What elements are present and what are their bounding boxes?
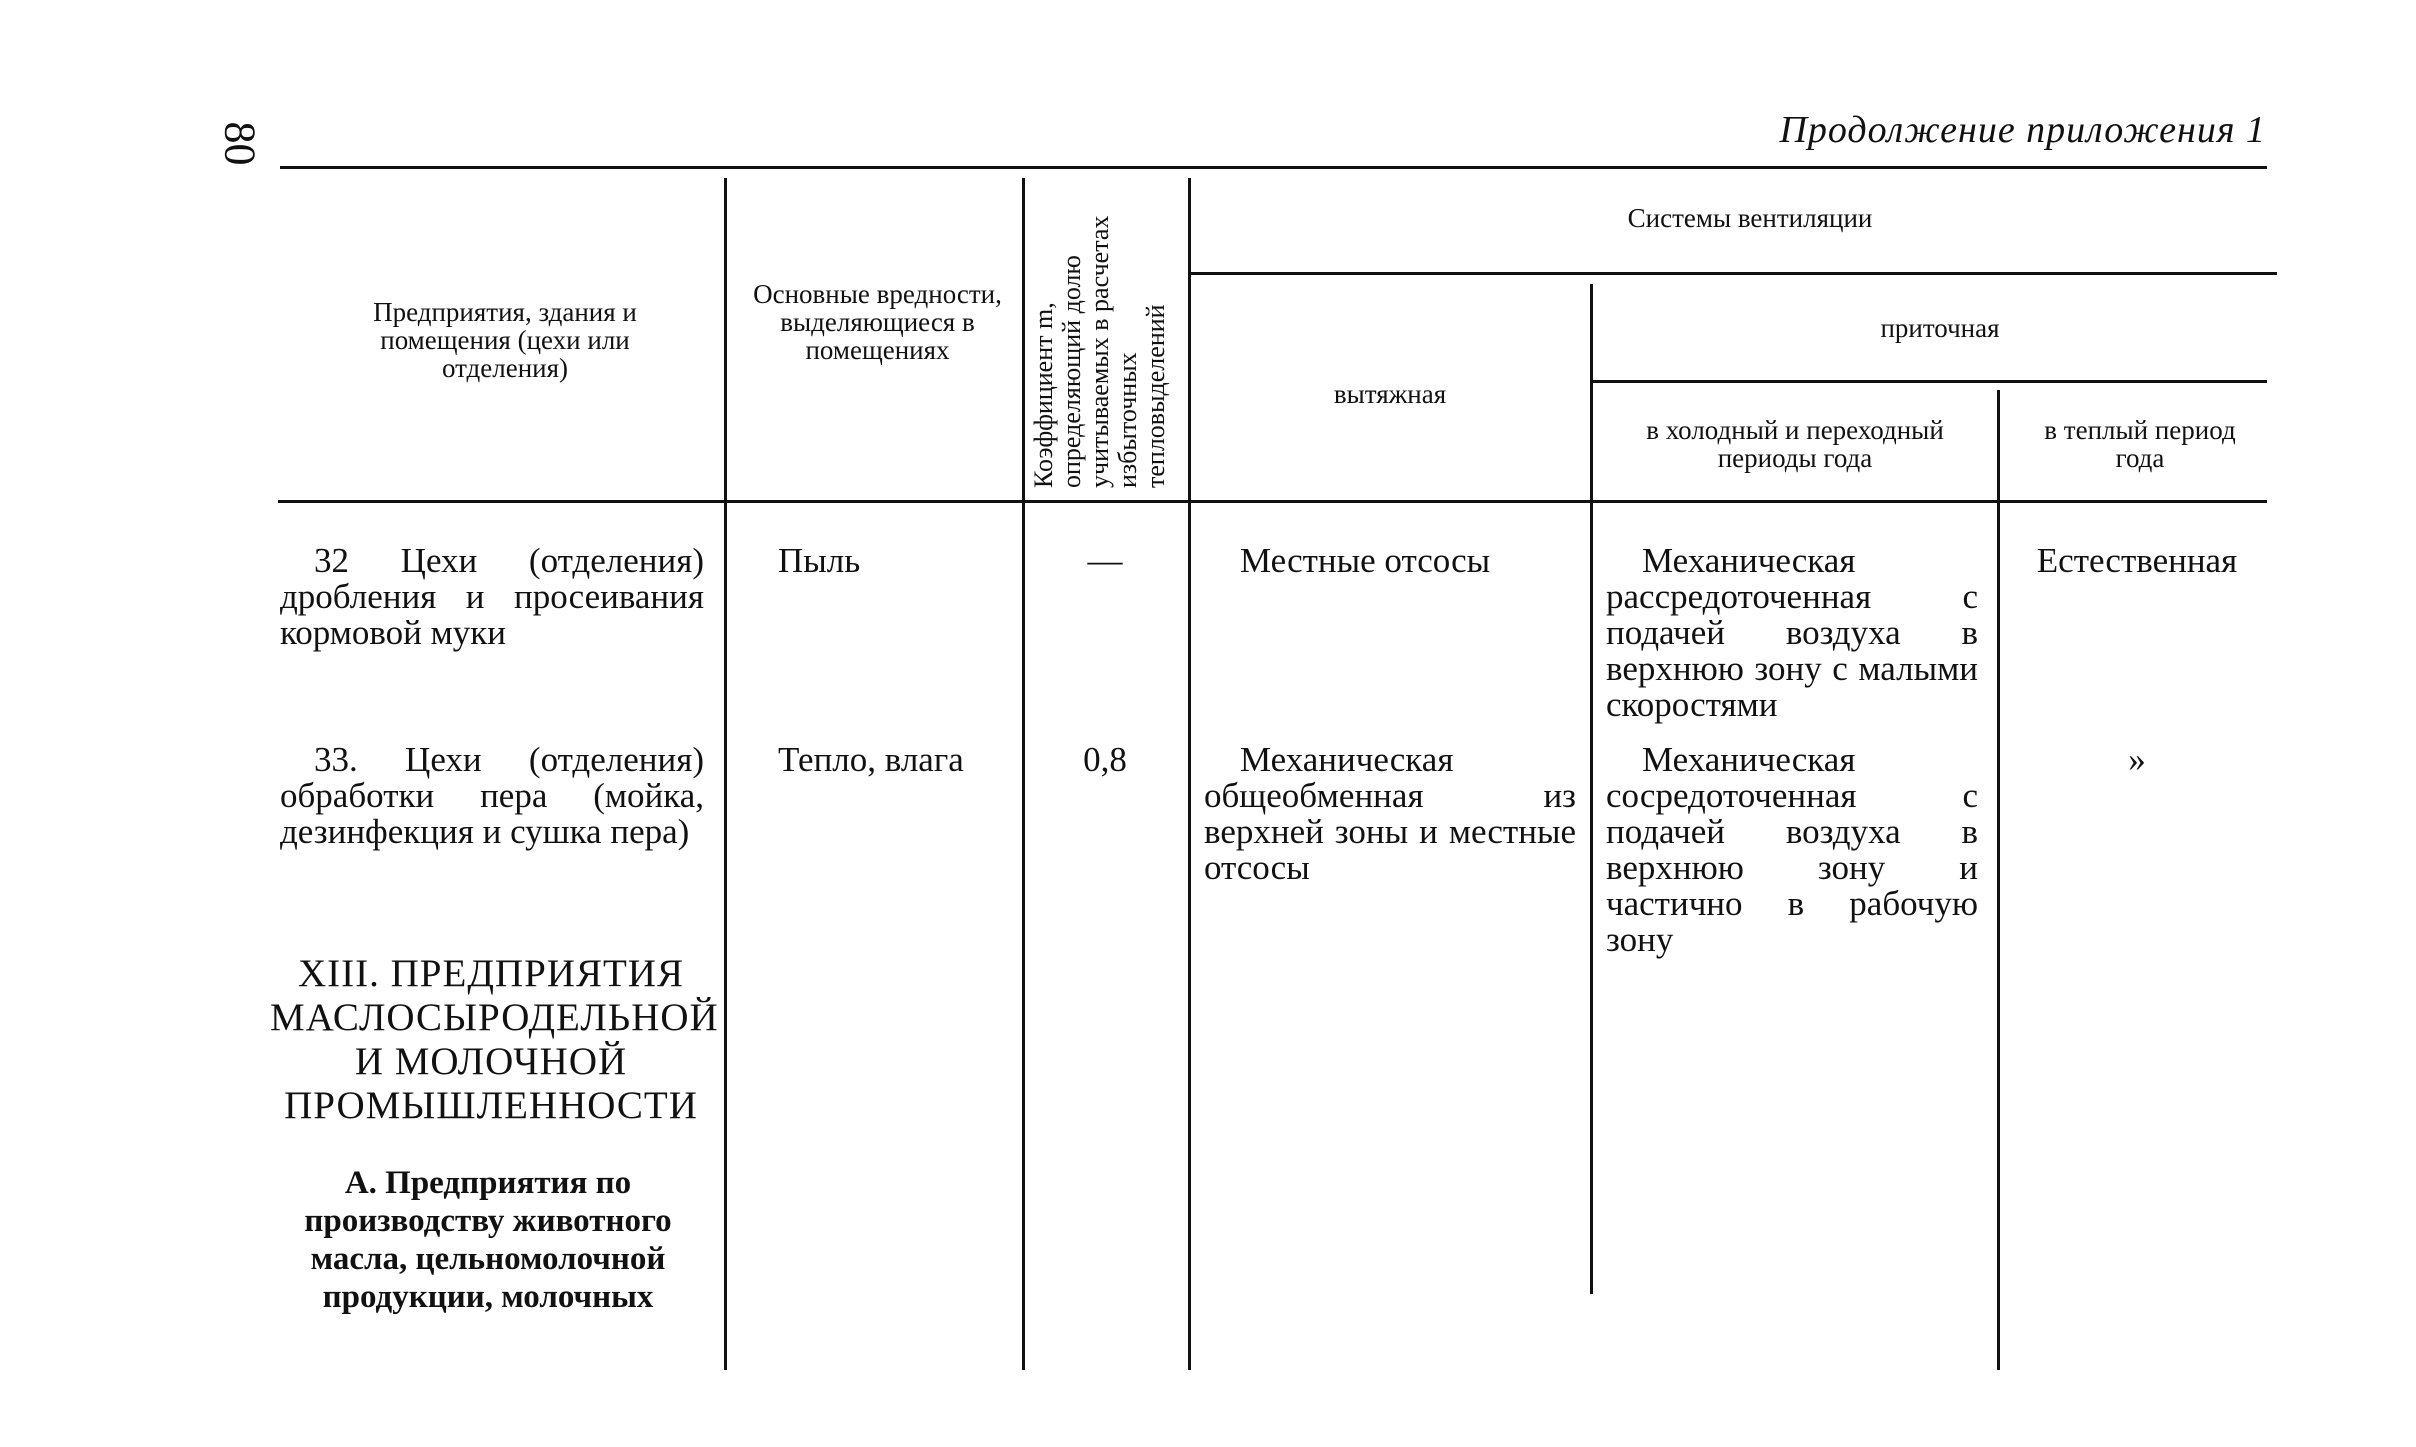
- col-divider-4: [1590, 284, 1593, 1294]
- section-title: XIII. ПРЕДПРИЯТИЯ МАСЛОСЫРОДЕЛЬНОЙ И МОЛОЧНОЙ ПРОМЫШЛЕННОСТИ: [270, 952, 719, 1127]
- row-33-supply-warm: »: [2128, 740, 2146, 779]
- supply-rule: [1592, 380, 2267, 383]
- row-33-coefficient: 0,8: [1083, 740, 1127, 779]
- subsection-title: А. Предприятия по производству животного масла, цельномолочной продукции, молочных: [304, 1165, 672, 1315]
- row-32-coefficient: —: [1087, 541, 1123, 580]
- header-exhaust: вытяжная: [1333, 379, 1447, 409]
- row-33-supply-cold: Механическая сосредоточенная с подачей воздуха в верхнюю зону и частично в рабочую зону: [1606, 740, 1978, 959]
- header-enterprises: Предприятия, здания и помещения (цехи или отделения): [373, 297, 637, 383]
- row-32-supply-cold: Механическая рассредоточенная с подачей воздуха в верхнюю зону с малыми скоростями: [1606, 541, 1978, 724]
- row-32-name: 32 Цехи (отделения) дробления и просеивания кормовой муки: [280, 541, 704, 652]
- row-32-exhaust: Местные отсосы: [1240, 541, 1491, 580]
- table-top-rule: [280, 166, 2267, 169]
- row-32-hazards: Пыль: [778, 541, 861, 580]
- header-ventilation-systems: Системы вентиляции: [1627, 203, 1873, 233]
- row-33-name: 33. Цехи (отделения) обработки пера (мойка, дезинфекция и сушка пера): [280, 740, 704, 851]
- row-33-exhaust: Механическая общеобменная из верхней зоны и местные отсосы: [1204, 740, 1576, 887]
- header-hazards: Основные вредности, выделяющиеся в помещениях: [753, 279, 1002, 365]
- col-divider-1: [724, 178, 727, 1370]
- row-32-supply-warm: Естественная: [2036, 541, 2238, 580]
- page-number: 80: [215, 121, 265, 166]
- col-divider-3: [1188, 178, 1191, 1370]
- header-supply: приточная: [1880, 313, 2000, 343]
- col-divider-2: [1022, 178, 1025, 1370]
- header-bottom-rule: [278, 500, 2267, 503]
- row-33-hazards: Тепло, влага: [778, 740, 964, 779]
- header-supply-cold: в холодный и переходный периоды года: [1646, 415, 1944, 473]
- header-supply-warm: в теплый период года: [2044, 415, 2236, 473]
- systems-rule: [1190, 272, 2277, 275]
- running-head: Продолжение приложения 1: [1779, 109, 2266, 151]
- header-coefficient: Коэффициент m, определяющий долю учитываемых в расчетах избыточных тепловыделений: [1029, 215, 1170, 488]
- col-divider-5: [1997, 390, 2000, 1370]
